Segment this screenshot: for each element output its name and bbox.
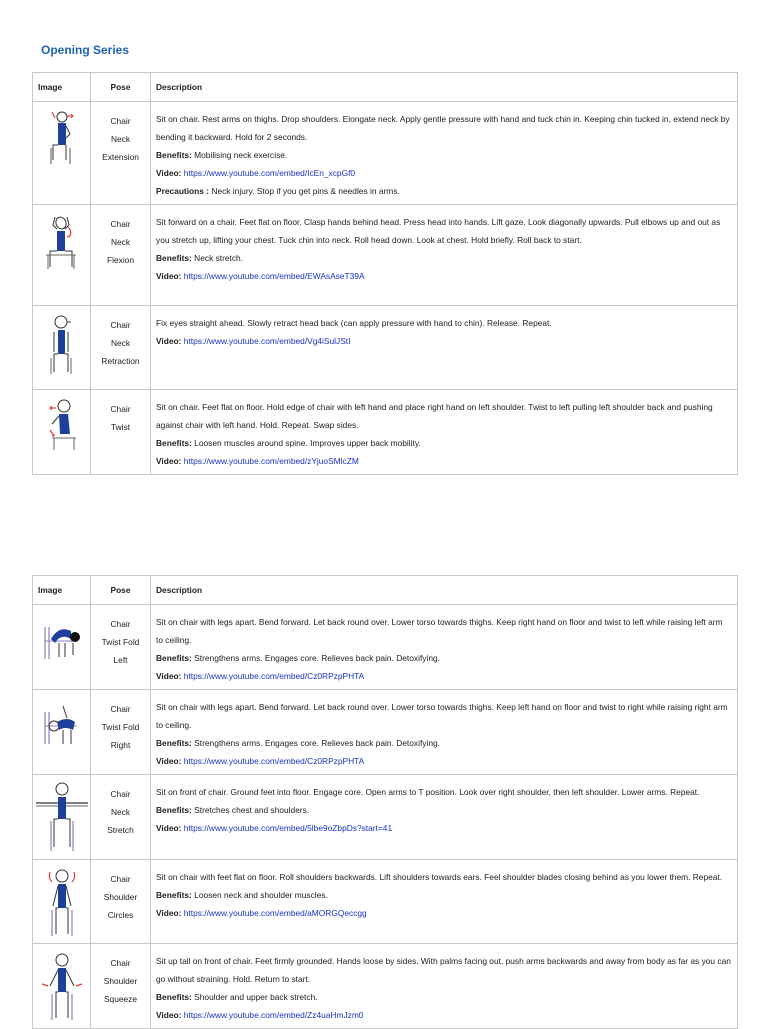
- header-description: Description: [151, 73, 738, 102]
- header-image: Image: [33, 576, 91, 605]
- pose-name: Chair Neck Extension: [91, 102, 151, 205]
- pose-name: Chair Neck Retraction: [91, 306, 151, 390]
- pose-table-opening: [32, 72, 738, 475]
- video-link[interactable]: https://www.youtube.com/embed/IcEn_xcpGf0: [183, 168, 356, 178]
- pose-name: Chair Shoulder Squeeze: [91, 944, 151, 1029]
- pose-image-cell: [33, 944, 91, 1029]
- pose-description: Sit on front of chair. Ground feet into floor. Engage core. Open arms to T position. Look over right shoulder, then left shoulder. Lower arms. Repeat. Benefits: Stretches chest and shoulders. Video: https://www.youtube.com/embed/5lbe9oZbpDs?start=41: [151, 775, 738, 860]
- pose-table-seated: [32, 575, 738, 1029]
- chair-twist-figure-icon: [40, 396, 84, 456]
- table-row: [33, 102, 738, 205]
- pose-description: Sit on chair. Rest arms on thighs. Drop shoulders. Elongate neck. Apply gentle pressure with hand and tuck chin in. Keeping chin tucked in, extend neck by bending it backward. Hold for 2 seconds. Benefits: Mobilising neck exercise. Video: https://www.youtube.com/embed/IcEn_xcpGf0 Precautions : Neck injury. Stop if you get pins & needles in arms.: [151, 102, 738, 205]
- pose-image-cell: [33, 605, 91, 690]
- pose-description: Sit on chair with legs apart. Bend forward. Let back round over. Lower torso towards thighs. Keep right hand on floor and twist to left while raising left arm to ceiling. Benefits: Strengthens arms. Engages core. Relieves back pain. Detoxifying. Video: https://www.youtube.com/embed/Cz0RPzpPHTA: [151, 605, 738, 690]
- video-link[interactable]: https://www.youtube.com/embed/EWAsAseT39A: [183, 271, 365, 281]
- table-row: [33, 605, 738, 690]
- table-row: [33, 205, 738, 306]
- video-link[interactable]: https://www.youtube.com/embed/Cz0RPzpPHTA: [183, 671, 365, 681]
- pose-name: Chair Shoulder Circles: [91, 860, 151, 944]
- video-link[interactable]: https://www.youtube.com/embed/aMORGQeccgg: [183, 908, 367, 918]
- table-row: [33, 690, 738, 775]
- pose-image-cell: [33, 775, 91, 860]
- pose-image-cell: [33, 102, 91, 205]
- table-row: [33, 860, 738, 944]
- pose-name: Chair Neck Flexion: [91, 205, 151, 306]
- pose-image-cell: [33, 205, 91, 306]
- table-row: [33, 390, 738, 475]
- header-description: Description: [151, 576, 738, 605]
- neck-flexion-figure-icon: [40, 211, 84, 275]
- pose-name: Chair Neck Stretch: [91, 775, 151, 860]
- pose-image-cell: [33, 390, 91, 475]
- video-link[interactable]: https://www.youtube.com/embed/Vg4iSulJStI: [183, 336, 351, 346]
- pose-name: Chair Twist Fold Left: [91, 605, 151, 690]
- pose-description: Sit on chair with legs apart. Bend forward. Let back round over. Lower torso towards thighs. Keep left hand on floor and twist to right while raising right arm to ceiling. Benefits: Strengthens arms. Engages core. Relieves back pain. Detoxifying. Video: https://www.youtube.com/embed/Cz0RPzpPHTA: [151, 690, 738, 775]
- pose-image-cell: [33, 860, 91, 944]
- pose-image-cell: [33, 306, 91, 390]
- video-link[interactable]: https://www.youtube.com/embed/Cz0RPzpPHTA: [183, 756, 365, 766]
- twist-fold-left-figure-icon: [37, 611, 87, 671]
- twist-fold-right-figure-icon: [37, 696, 87, 756]
- pose-image-cell: [33, 690, 91, 775]
- header-pose: Pose: [91, 73, 151, 102]
- neck-extension-figure-icon: [40, 108, 84, 170]
- section-title: Opening Series: [41, 43, 130, 57]
- video-link[interactable]: https://www.youtube.com/embed/zYjuoSMlcZM: [183, 456, 359, 466]
- pose-description: Sit on chair with feet flat on floor. Roll shoulders backwards. Lift shoulders towards ears. Feel shoulder blades closing behind as you lower them. Repeat. Benefits: Loosen neck and shoulder muscles. Video: https://www.youtube.com/embed/aMORGQeccgg: [151, 860, 738, 944]
- table-header-row: [33, 576, 738, 605]
- pose-description: Sit forward on a chair. Feet flat on floor. Clasp hands behind head. Press head into hands. Lift gaze. Look diagonally upwards. Pull elbows up and out as you stretch up, lifting your chest. Tuck chin into neck. Roll head down. Look at chest. Hold briefly. Roll back to start. Benefits: Neck stretch. Video: https://www.youtube.com/embed/EWAsAseT39A: [151, 205, 738, 306]
- pose-description: Fix eyes straight ahead. Slowly retract head back (can apply pressure with hand to chin). Release. Repeat. Video: https://www.youtube.com/embed/Vg4iSulJStI: [151, 306, 738, 390]
- pose-description: Sit up tall on front of chair. Feet firmly grounded. Hands loose by sides. With palms facing out, push arms backwards and away from body as far as you can go without straining. Hold. Return to start. Benefits: Shoulder and upper back stretch. Video: https://www.youtube.com/embed/Zz4uaHmJzm0: [151, 944, 738, 1029]
- header-image: Image: [33, 73, 91, 102]
- shoulder-squeeze-figure-icon: [38, 950, 86, 1022]
- table-row: [33, 944, 738, 1029]
- pose-name: Chair Twist Fold Right: [91, 690, 151, 775]
- neck-stretch-figure-icon: [34, 781, 90, 853]
- pose-description: Sit on chair. Feet flat on floor. Hold edge of chair with left hand and place right hand on left shoulder. Twist to left pulling left shoulder back and pushing against chair with left hand. Hold. Repeat. Swap sides. Benefits: Loosen muscles around spine. Improves upper back mobility. Video: https://www.youtube.com/embed/zYjuoSMlcZM: [151, 390, 738, 475]
- neck-retraction-figure-icon: [40, 312, 84, 376]
- video-link[interactable]: https://www.youtube.com/embed/5lbe9oZbpDs?start=41: [183, 823, 393, 833]
- pose-name: Chair Twist: [91, 390, 151, 475]
- shoulder-circles-figure-icon: [40, 866, 84, 938]
- video-link[interactable]: https://www.youtube.com/embed/Zz4uaHmJzm0: [183, 1010, 364, 1020]
- table-row: [33, 775, 738, 860]
- table-row: [33, 306, 738, 390]
- header-pose: Pose: [91, 576, 151, 605]
- table-header-row: [33, 73, 738, 102]
